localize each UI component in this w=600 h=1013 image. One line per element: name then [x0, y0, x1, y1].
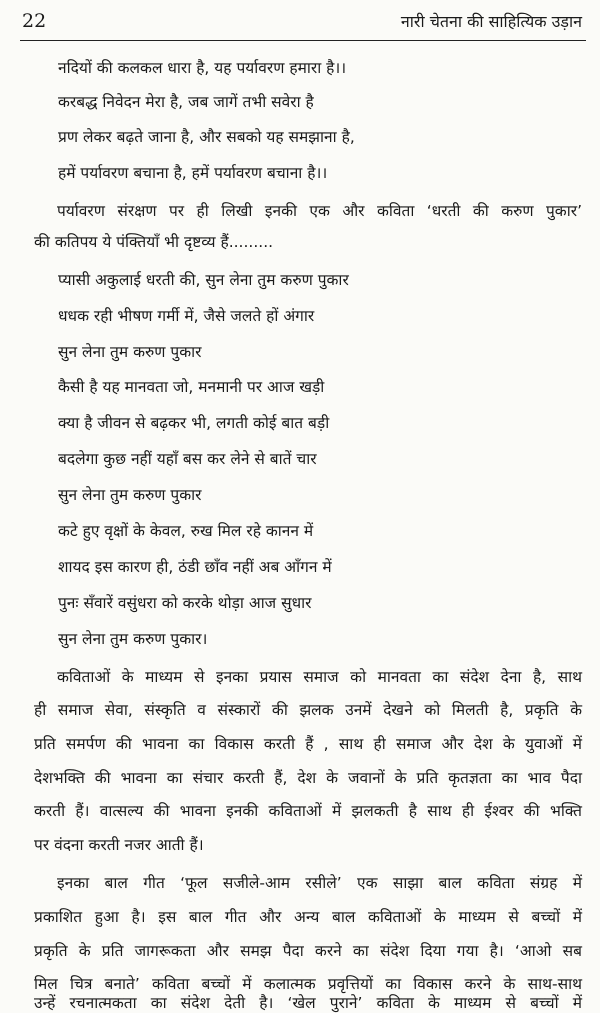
page-number: 22: [22, 10, 47, 32]
verse-line: प्रण लेकर बढ़ते जाना है, और सबको यह समझाना है,: [58, 128, 355, 146]
verse-line: क्या है जीवन से बढ़कर भी, लगती कोई बात बड़ी: [58, 414, 330, 432]
paragraph-line: प्रति समर्पण की भावना का विकास करती हैं , साथ ही समाज और देश के युवाओं में: [34, 735, 582, 753]
verse-line: कैसी है यह मानवता जो, मनमानी पर आज खड़ी: [58, 378, 325, 396]
verse-line: हमें पर्यावरण बचाना है, हमें पर्यावरण बचाना है।।: [58, 164, 328, 182]
verse-line: कटे हुए वृक्षों के केवल, रुख मिल रहे कानन में: [58, 522, 314, 540]
intro-line: पर्यावरण संरक्षण पर ही लिखी इनकी एक और कविता ‘धरती की करुण पुकार’: [57, 202, 582, 220]
verse-line: सुन लेना तुम करुण पुकार: [58, 486, 202, 504]
header-rule: [20, 40, 586, 41]
paragraph-line: ही समाज सेवा, संस्कृति व संस्कारों की झलक उनमें देखने को मिलती है, प्रकृति के: [34, 701, 582, 719]
verse-line: सुन लेना तुम करुण पुकार।: [58, 630, 208, 648]
verse-line: पुनः सँवारें वसुंधरा को करके थोड़ा आज सुधार: [58, 594, 312, 612]
verse-line: करबद्ध निवेदन मेरा है, जब जागें तभी सवेरा है: [58, 93, 314, 111]
intro-line: की कतिपय ये पंक्तियाँ भी दृष्टव्य हैं.........: [34, 233, 274, 251]
page-header: [22, 10, 582, 38]
paragraph-line: करती हैं। वात्सल्य की भावना इनकी कविताओं में झलकती है साथ ही ईश्वर की भक्ति: [34, 802, 582, 820]
paragraph-line: पर वंदना करती नजर आती हैं।: [34, 836, 204, 854]
paragraph-line: कविताओं के माध्यम से इनका प्रयास समाज को मानवता का संदेश देना है, साथ: [57, 668, 582, 686]
paragraph-line: मिल चित्र बनाते’ कविता बच्चों में कलात्मक प्रवृत्तियों का विकास करने के साथ-साथ: [34, 975, 582, 993]
paragraph-line: उन्हें रचनात्मकता का संदेश देती है। ‘खेल पुराने’ कविता के माध्यम से बच्चों में: [34, 994, 582, 1012]
running-title: नारी चेतना की साहित्यिक उड़ान: [400, 12, 582, 31]
paragraph-line: देशभक्ति की भावना का संचार करती हैं, देश के जवानों के प्रति कृतज्ञता का भाव पैदा: [34, 769, 582, 787]
verse-line: धधक रही भीषण गर्मी में, जैसे जलते हों अंगार: [58, 307, 315, 325]
paragraph-line: प्रकाशित हुआ है। इस बाल गीत और अन्य बाल कविताओं के माध्यम से बच्चों में: [34, 908, 582, 926]
verse-line: शायद इस कारण ही, ठंडी छाँव नहीं अब आँगन में: [58, 558, 332, 576]
verse-line: सुन लेना तुम करुण पुकार: [58, 343, 202, 361]
verse-line: नदियों की कलकल धारा है, यह पर्यावरण हमारा है।।: [58, 59, 347, 77]
paragraph-line: इनका बाल गीत ‘फूल सजीले-आम रसीले’ एक साझा बाल कविता संग्रह में: [57, 874, 582, 892]
verse-line: प्यासी अकुलाई धरती की, सुन लेना तुम करुण पुकार: [58, 271, 349, 289]
verse-line: बदलेगा कुछ नहीं यहाँ बस कर लेने से बातें चार: [58, 450, 317, 468]
paragraph-line: प्रकृति के प्रति जागरूकता और समझ पैदा करने का संदेश दिया गया है। ‘आओ सब: [34, 942, 582, 960]
